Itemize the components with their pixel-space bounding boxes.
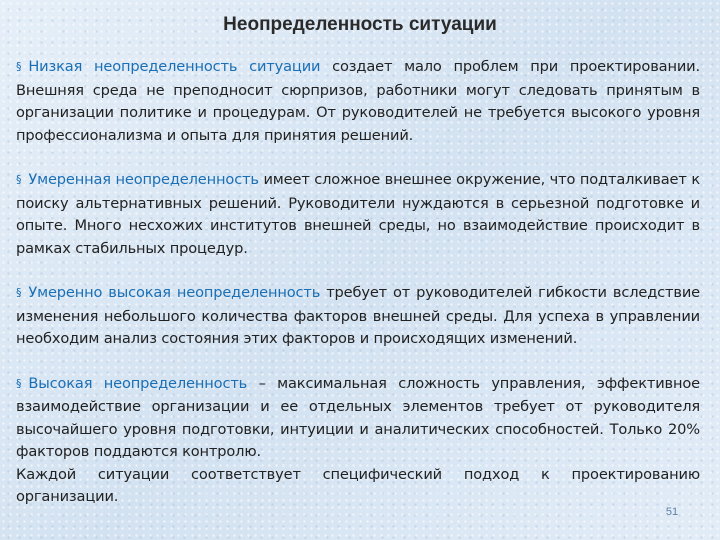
bullet-icon: § xyxy=(16,376,22,390)
bullet-icon: § xyxy=(16,286,22,299)
paragraph-low-uncertainty xyxy=(16,56,700,147)
page-number: 51 xyxy=(665,506,679,518)
text-moderately-high-uncertainty: требует от руководителей гибкости вследствие изменения небольшого количества факторов внешней среды. Для успеха в управлении необходим анализ состояния этих факторов и происходящих изменений. xyxy=(16,284,700,347)
closing-statement: Каждой ситуации соответствует специфический подход к проектированию организации. xyxy=(16,465,700,505)
paragraph-moderately-high-uncertainty xyxy=(16,282,700,351)
text-low-uncertainty: создает мало проблем при проектировании. Внешняя среда не преподносит сюрпризов, работники могут следовать принятым в организации политике и процедурам. От руководителей не требуется высокого уровня профессионализма и опыта для принятия решений. xyxy=(16,58,700,144)
slide-title: Неопределенность ситуации xyxy=(223,14,497,35)
term-high-uncertainty: Высокая неопределенность xyxy=(28,374,248,392)
bullet-icon: § xyxy=(16,173,22,186)
text-moderate-uncertainty: имеет сложное внешнее окружение, что подталкивает к поиску альтернативных решений. Руководители нуждаются в серьезной подготовке и опыте. Много несхожих институтов внешней среды, но взаимодействие происходит в рамках стабильных процедур. xyxy=(16,171,700,257)
slide-body xyxy=(16,56,700,509)
bullet-icon: § xyxy=(16,60,22,73)
paragraph-high-uncertainty xyxy=(16,373,700,464)
text-high-uncertainty: – максимальная сложность управления, эффективное взаимодействие организации и ее отдельных элементов требует от руководителя высочайшего уровня подготовки, интуиции и аналитических способностей. Только 20% факторов поддаются контролю. xyxy=(16,374,700,460)
term-low-uncertainty: Низкая неопределенность ситуации xyxy=(28,58,321,75)
paragraph-moderate-uncertainty xyxy=(16,169,700,260)
term-moderately-high-uncertainty: Умеренно высокая неопределенность xyxy=(28,284,321,301)
term-moderate-uncertainty: Умеренная неопределенность xyxy=(28,171,259,188)
